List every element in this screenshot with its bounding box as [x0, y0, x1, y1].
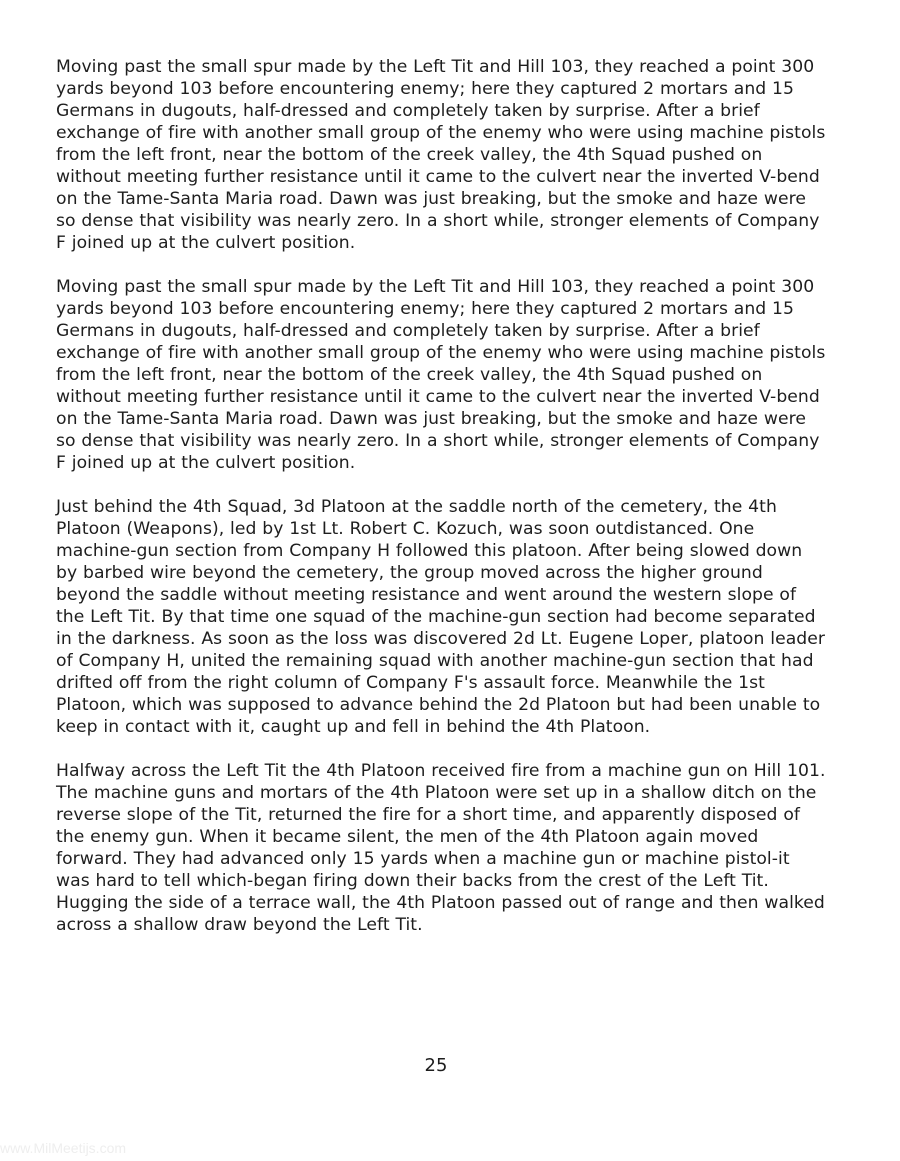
paragraph-4: Halfway across the Left Tit the 4th Platoon received fire from a machine gun on Hill 101. The machine guns and mortars of the 4th Platoon were set up in a shallow ditch on the reverse slope of the Tit, returned the fire for a short time, and apparently disposed of the enemy gun. When it became silent, the men of the 4th Platoon again moved forward. They had advanced only 15 yards when a machine gun or machine pistol-it was hard to tell which-began firing down their backs from the crest of the Left Tit. Hugging the side of a terrace wall, the 4th Platoon passed out of range and then walked across a shallow draw beyond the Left Tit.	[56, 761, 826, 935]
watermark: www.MilMeetijs.com	[0, 1140, 127, 1156]
paragraph-2: Moving past the small spur made by the Left Tit and Hill 103, they reached a point 300 yards beyond 103 before encountering enemy; here they captured 2 mortars and 15 Germans in dugouts, half-dressed and completely taken by surprise. After a brief exchange of fire with another small group of the enemy who were using machine pistols from the left front, near the bottom of the creek valley, the 4th Squad pushed on without meeting further resistance until it came to the culvert near the inverted V-bend on the Tame-Santa Maria road. Dawn was just breaking, but the smoke and haze were so dense that visibility was nearly zero. In a short while, stronger elements of Company F joined up at the culvert position.	[56, 277, 826, 473]
paragraph-3: Just behind the 4th Squad, 3d Platoon at the saddle north of the cemetery, the 4th Platoon (Weapons), led by 1st Lt. Robert C. Kozuch, was soon outdistanced. One machine-gun section from Company H followed this platoon. After being slowed down by barbed wire beyond the cemetery, the group moved across the higher ground beyond the saddle without meeting resistance and went around the western slope of the Left Tit. By that time one squad of the machine-gun section had become separated in the darkness. As soon as the loss was discovered 2d Lt. Eugene Loper, platoon leader of Company H, united the remaining squad with another machine-gun section that had drifted off from the right column of Company F's assault force. Meanwhile the 1st Platoon, which was supposed to advance behind the 2d Platoon but had been unable to keep in contact with it, caught up and fell in behind the 4th Platoon.	[56, 497, 825, 737]
page-number: 25	[424, 1055, 448, 1076]
page-body	[56, 56, 826, 958]
paragraph-1: Moving past the small spur made by the Left Tit and Hill 103, they reached a point 300 yards beyond 103 before encountering enemy; here they captured 2 mortars and 15 Germans in dugouts, half-dressed and completely taken by surprise. After a brief exchange of fire with another small group of the enemy who were using machine pistols from the left front, near the bottom of the creek valley, the 4th Squad pushed on without meeting further resistance until it came to the culvert near the inverted V-bend on the Tame-Santa Maria road. Dawn was just breaking, but the smoke and haze were so dense that visibility was nearly zero. In a short while, stronger elements of Company F joined up at the culvert position.	[56, 57, 826, 253]
